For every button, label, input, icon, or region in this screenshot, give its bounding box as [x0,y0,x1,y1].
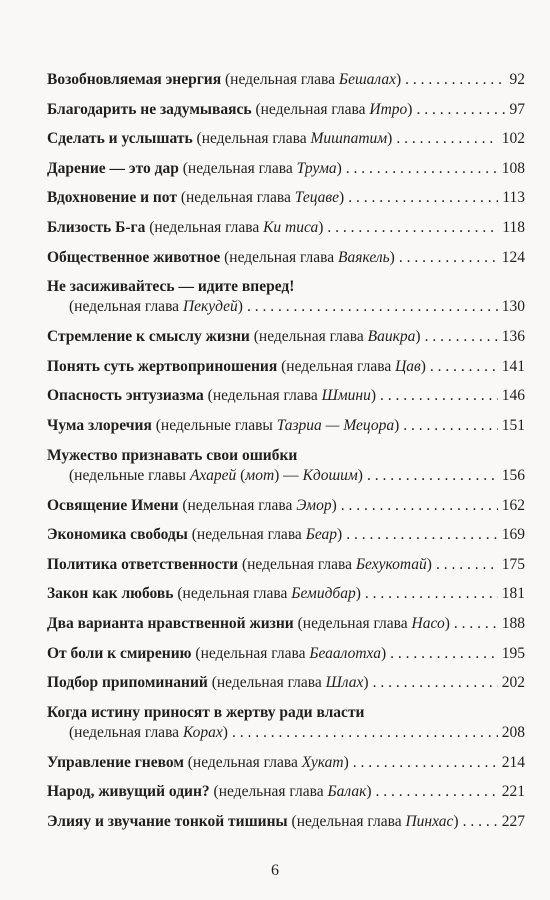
toc-entry [47,357,525,387]
entry-chapter: (недельные главы Тазриа — Мецора) [155,416,400,434]
entry-title: Вдохновение и пот [47,189,177,207]
entry-chapter: (недельная глава Шмини) [207,387,377,405]
entry-title: От боли к смирению [47,644,192,662]
dot-leader [390,644,498,664]
toc-entry [47,416,525,446]
entry-chapter: (недельная глава Бехукотай) [241,555,432,573]
entry-chapter: (недельная глава Эмор) [182,496,337,514]
entry-chapter: (недельная глава Беар) [191,526,343,544]
entry-title: Два варианта нравственной жизни [47,614,294,632]
entry-title: Благодарить не задумываясь [47,100,252,118]
entry-title: Освящение Имени [47,496,179,514]
dot-leader [346,525,498,545]
toc-entry [47,584,525,614]
entry-chapter: (недельная глава Бемидбар) [177,585,361,603]
dot-leader [327,218,498,238]
entry-page-number: 136 [501,328,525,346]
entry-page-number: 97 [509,100,525,118]
dot-leader [430,357,498,377]
toc-entry [47,496,525,526]
entry-title: Когда истину приносят в жертву ради власти [47,703,365,721]
toc-entry [47,129,525,159]
dot-leader [232,723,498,743]
dot-leader [399,248,498,268]
toc-entry [47,644,525,674]
entry-chapter: (недельная глава Цав) [281,357,426,375]
entry-title: Дарение — это дар [47,159,179,177]
entry-chapter: (недельная глава Ки тиса) [149,218,324,236]
entry-title: Управление гневом [47,753,184,771]
entry-chapter: (недельная глава Пинхас) [291,812,459,830]
entry-chapter: (недельная глава Тецаве) [180,189,345,207]
entry-chapter: (недельная глава Корах) [69,723,228,741]
entry-title: Элияу и звучание тонкой тишины [47,812,288,830]
toc-entry [47,159,525,189]
entry-chapter: (недельная глава Беаалотха) [195,644,387,662]
entry-page-number: 169 [501,526,525,544]
entry-title: Возобновляемая энергия [47,71,222,88]
dot-leader [348,188,498,208]
table-of-contents [47,70,525,841]
entry-title: Чума злоречия [47,416,152,434]
toc-entry [47,386,525,416]
dot-leader [373,673,498,693]
toc-entry [47,614,525,644]
entry-chapter: (недельная глава Пекудей) [69,298,243,316]
entry-page-number: 202 [501,674,525,692]
entry-chapter: (недельная глава Ваикра) [253,328,421,346]
toc-entry [47,248,525,278]
dot-leader [425,327,498,347]
entry-page-number: 227 [501,812,525,830]
entry-page-number: 92 [509,71,525,88]
toc-entry [47,188,525,218]
entry-title: Экономика свободы [47,526,188,544]
entry-chapter: (недельная глава Насо) [297,614,450,632]
entry-title: Не засиживайтесь — идите вперед! [47,278,295,296]
entry-title: Близость Б-га [47,218,146,236]
entry-chapter: (недельная глава Шлах) [211,674,369,692]
entry-page-number: 195 [501,644,525,662]
toc-entry [47,812,525,842]
toc-entry [47,70,525,100]
entry-page-number: 118 [502,218,525,236]
entry-title: Общественное животное [47,248,221,266]
toc-entry [47,782,525,812]
toc-entry [47,525,525,555]
dot-leader [403,416,497,436]
dot-leader [405,70,505,90]
entry-chapter: (недельная глава Ваякель) [224,248,395,266]
dot-leader [436,555,498,575]
entry-chapter: (недельная глава Итро) [255,100,413,118]
dot-leader [463,812,498,832]
entry-page-number: 130 [501,298,525,316]
toc-entry [47,703,525,753]
dot-leader [365,584,498,604]
entry-title: Понять суть жертвоприношения [47,357,278,375]
dot-leader [396,129,497,149]
entry-page-number: 151 [501,416,525,434]
entry-title: Опасность энтузиазма [47,387,204,405]
entry-page-number: 102 [501,130,525,148]
entry-chapter: (недельная глава Трума) [182,159,342,177]
entry-title: Стремление к смыслу жизни [47,328,250,346]
entry-title: Закон как любовь [47,585,174,603]
entry-chapter: (недельные главы Ахарей (мот) — Кдошим) [69,466,363,484]
entry-title: Подбор припоминаний [47,674,208,692]
entry-page-number: 162 [501,496,525,514]
page-number: 6 [271,862,279,879]
dot-leader [353,753,498,773]
entry-title: Политика ответственности [47,555,239,573]
entry-chapter: (недельная глава Хукат) [187,753,349,771]
toc-entry [47,673,525,703]
toc-entry [47,277,525,327]
entry-page-number: 108 [501,159,525,177]
toc-entry [47,100,525,130]
dot-leader [341,496,498,516]
entry-page-number: 208 [501,723,525,741]
entry-page-number: 214 [501,753,525,771]
entry-page-number: 181 [501,585,525,603]
entry-chapter: (недельная глава Балак) [213,783,372,801]
toc-entry [47,327,525,357]
dot-leader [454,614,498,634]
toc-entry [47,446,525,496]
dot-leader [247,297,498,317]
entry-page-number: 124 [501,248,525,266]
entry-page-number: 188 [501,614,525,632]
entry-title: Народ, живущий один? [47,783,210,801]
entry-chapter: (недельная глава Мишпатим) [196,130,393,148]
dot-leader [416,100,505,120]
toc-entry [47,218,525,248]
dot-leader [346,159,498,179]
entry-page-number: 113 [502,189,525,207]
dot-leader [380,386,498,406]
entry-page-number: 156 [501,466,525,484]
entry-title: Мужество признавать свои ошибки [47,446,298,464]
toc-entry [47,753,525,783]
entry-page-number: 146 [501,387,525,405]
entry-page-number: 221 [501,783,525,801]
toc-entry [47,555,525,585]
entry-title: Сделать и услышать [47,130,193,148]
entry-chapter: (недельная глава Бешалах) [224,71,402,88]
entry-page-number: 141 [501,357,525,375]
dot-leader [376,782,498,802]
dot-leader [367,466,498,486]
entry-page-number: 175 [501,555,525,573]
